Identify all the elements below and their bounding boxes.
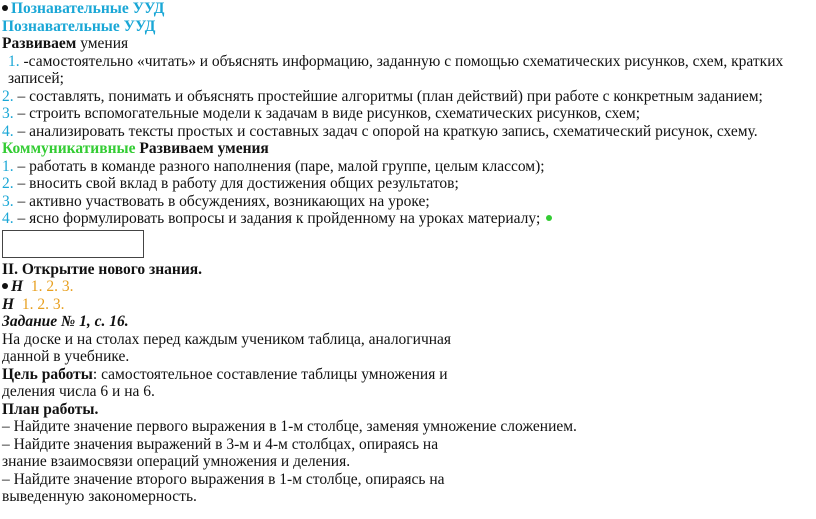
board-text-1: На доске и на столах перед каждым учеником таблица, аналогичная <box>2 330 452 348</box>
plan-line-2: – Найдите значения выражений в 3-м и 4-м столбцах, опираясь на <box>2 435 439 453</box>
board-text-2: данной в учебнике. <box>2 348 130 365</box>
bullet-icon <box>2 5 8 11</box>
cog-item-4: 4. – анализировать тексты простых и составных задач с опорой на краткую запись, схематический рисунок, схему. <box>2 122 758 140</box>
h-line-2: Н 1. 2. 3. <box>2 295 65 313</box>
plan-line-5: выведенную закономерность. <box>2 488 197 505</box>
cog-item-2: 2. – составлять, понимать и объяснять простейшие алгоритмы (план действий) при работе с конкретным заданием; <box>2 87 763 105</box>
heading-cognitive-2: Познавательные УУД <box>2 17 156 35</box>
heading-communicative: Коммуникативные Развиваем умения <box>2 140 269 157</box>
plan-line-1: – Найдите значение первого выражения в 1-м столбце, заменяя умножение сложением. <box>2 418 577 435</box>
comm-item-4: 4. – ясно формулировать вопросы и задания к пройденному на уроках материалу; <box>2 210 812 228</box>
cog-item-3: 3. – строить вспомогательные модели к задачам в виде рисунков, схематических рисунков, схем; <box>2 105 641 122</box>
plan-line-3: знание взаимосвязи операций умножения и деления. <box>2 453 351 470</box>
task-title: Задание № 1, с. 16. <box>2 313 129 330</box>
comm-item-2: 2. – вносить свой вклад в работу для достижения общих результатов; <box>2 175 459 192</box>
bullet-icon <box>546 215 552 221</box>
cog-item-1: 1. -самостоятельно «читать» и объяснять информацию, заданную с помощью схематических рисунков, схем, кратких записей; <box>8 52 784 87</box>
goal-line-2: деления числа 6 и на 6. <box>2 383 155 400</box>
goal-line: Цель работы: самостоятельное составление таблицы умножения и <box>2 365 448 383</box>
bullet-icon <box>2 283 8 289</box>
empty-frame <box>2 230 144 258</box>
plan-line-4: – Найдите значение второго выражения в 1-м столбце, опираясь на <box>2 470 445 488</box>
develop-skills-line: Развиваем умения <box>2 35 129 52</box>
comm-item-1: 1. – работать в команде разного наполнения (паре, малой группе, целым классом); <box>2 157 545 175</box>
h-line-1: Н 1. 2. 3. <box>2 278 812 296</box>
heading-cognitive-1: Познавательные УУД <box>2 0 812 18</box>
document <box>2 0 812 506</box>
plan-title: План работы. <box>2 400 99 418</box>
comm-item-3: 3. – активно участвовать в обсуждениях, возникающих на уроке; <box>2 192 430 210</box>
section-heading: II. Открытие нового знания. <box>2 260 203 278</box>
